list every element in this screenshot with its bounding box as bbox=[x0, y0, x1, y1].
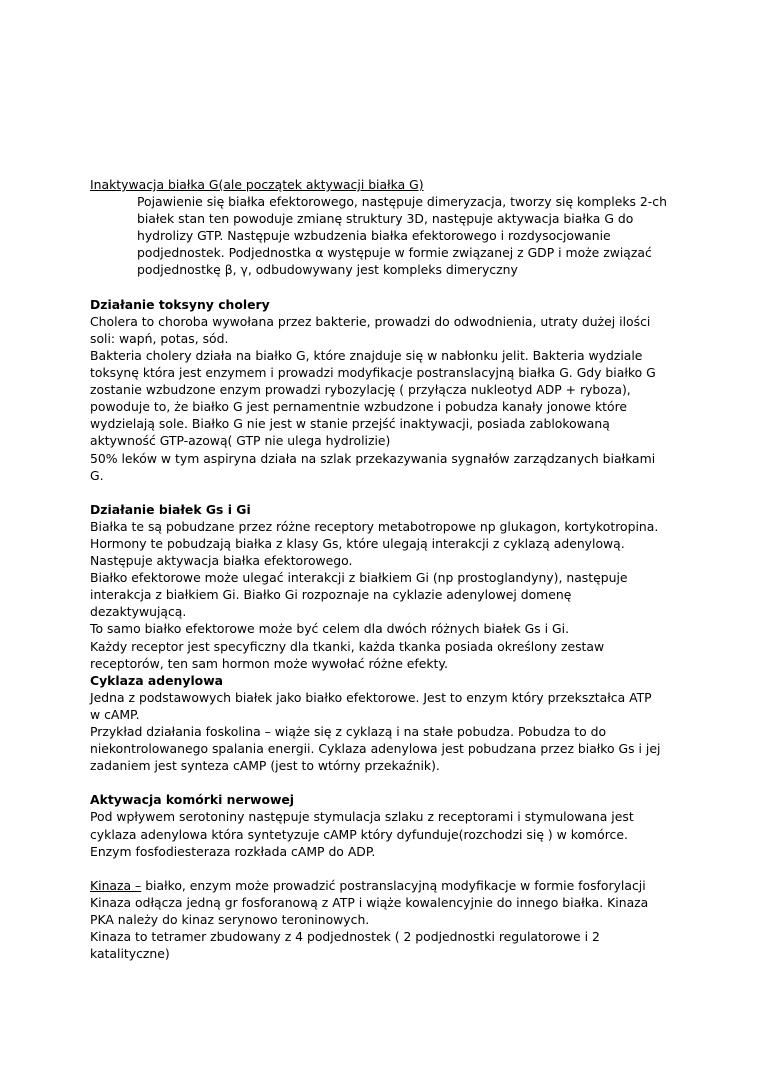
text-line: 50% leków w tym aspiryna działa na szlak przekazywania sygnałów zarządzanych białkami bbox=[90, 450, 656, 466]
text-line: Następuje aktywacja białka efektorowego. bbox=[90, 553, 353, 569]
blank-line bbox=[90, 774, 690, 791]
text-line: Białko efektorowe może ulegać interakcji z białkiem Gi (np prostoglandyny), następuje bbox=[90, 570, 628, 586]
text-line: zadaniem jest synteza cAMP (jest to wtórny przekaźnik). bbox=[90, 758, 440, 774]
text-line: Cholera to choroba wywołana przez bakterie, prowadzi do odwodnienia, utraty dużej ilości bbox=[90, 313, 651, 329]
text-line: Kinaza odłącza jedną gr fosforanową z ATP i wiąże kowalencyjnie do innego białka. Kinaza bbox=[90, 894, 649, 910]
document-page bbox=[90, 176, 690, 962]
text-line: Kinaza to tetramer zbudowany z 4 podjednostek ( 2 podjednostki regulatorowe i 2 bbox=[90, 929, 600, 945]
text-line: Przykład działania foskolina – wiąże się z cyklazą i na stałe pobudza. Pobudza to do bbox=[90, 724, 607, 739]
blank-line bbox=[90, 279, 690, 296]
text-line: Bakteria cholery działa na białko G, które znajduje się w nabłonku jelit. Bakteria wydziale bbox=[90, 347, 643, 363]
text-line: zostanie wzbudzone enzym prowadzi rybozylację ( przyłącza nukleotyd ADP + ryboza), bbox=[90, 382, 631, 398]
text-line: hydrolizy GTP. Następuje wzbudzenia białka efektorowego i rozdysocjowanie bbox=[137, 228, 611, 244]
text-line: dezaktywującą. bbox=[90, 604, 187, 620]
text-line: Każdy receptor jest specyficzny dla tkanki, każda tkanka posiada określony zestaw bbox=[90, 638, 605, 654]
text-line: receptorów, ten sam hormon może wywołać różne efekty. bbox=[90, 655, 448, 671]
section-cyklaza-heading: Cyklaza adenylowa bbox=[90, 672, 224, 688]
text-line: Enzym fosfodiesteraza rozkłada cAMP do ADP. bbox=[90, 843, 376, 859]
blank-line bbox=[90, 484, 690, 501]
text-line: podjednostek. Podjednostka α występuje w formie związanej z GDP i może związać bbox=[137, 245, 652, 261]
text-line: toksynę która jest enzymem i prowadzi modyfikacje postranslacyjną białka G. Gdy białko G bbox=[90, 365, 656, 381]
blank-line bbox=[90, 860, 690, 877]
kinaza-term: Kinaza – bbox=[90, 877, 142, 893]
text-line: niekontrolowanego spalania energii. Cyklaza adenylowa jest pobudzana przez białko Gs i jej bbox=[90, 741, 661, 757]
text-line: białek stan ten powoduje zmianę struktury 3D, następuje aktywacja białka G do bbox=[137, 211, 634, 227]
text-line: podjednostkę β, γ, odbudowywany jest kompleks dimeryczny bbox=[137, 262, 518, 278]
section-komorka-nerwowa-body bbox=[90, 808, 690, 859]
text-line: wydzielają sole. Białko G nie jest w stanie przejść inaktywacji, posiada zablokowaną bbox=[90, 416, 610, 432]
text-line: G. bbox=[90, 467, 104, 483]
section-gs-gi-body bbox=[90, 518, 690, 672]
text-line: interakcja z białkiem Gi. Białko Gi rozpoznaje na cyklazie adenylowej domenę bbox=[90, 587, 572, 603]
text-line: powoduje to, że białko G jest pernamentnie wzbudzone i pobudza kanały jonowe które bbox=[90, 399, 628, 415]
section-inaktywacja-title: Inaktywacja białka G(ale początek aktywacji białka G) bbox=[90, 177, 424, 192]
text-line: aktywność GTP-azową( GTP nie ulega hydrolizie) bbox=[90, 433, 391, 449]
section-komorka-nerwowa-heading: Aktywacja komórki nerwowej bbox=[90, 792, 295, 808]
text-line: Jedna z podstawowych białek jako białko efektorowe. Jest to enzym który przekształca ATP bbox=[90, 689, 652, 705]
text-line: cyklaza adenylowa która syntetyzuje cAMP który dyfunduje(rozchodzi się ) w komórce. bbox=[90, 826, 628, 842]
text-line: katalityczne) bbox=[90, 946, 170, 962]
text-line bbox=[90, 877, 690, 894]
section-cyklaza-body bbox=[90, 689, 690, 774]
text-line: w cAMP. bbox=[90, 706, 140, 722]
text-line: soli: wapń, potas, sód. bbox=[90, 330, 229, 346]
section-kinaza-body bbox=[90, 877, 690, 962]
section-cholera-heading: Działanie toksyny cholery bbox=[90, 296, 270, 312]
text-line: To samo białko efektorowe może być celem dla dwóch różnych białek Gs i Gi. bbox=[90, 621, 570, 637]
text-line: Białka te są pobudzane przez różne receptory metabotropowe np glukagon, kortykotropina. bbox=[90, 518, 659, 534]
section-gs-gi-heading: Działanie białek Gs i Gi bbox=[90, 501, 251, 517]
text-line: Pojawienie się białka efektorowego, następuje dimeryzacja, tworzy się kompleks 2-ch bbox=[137, 194, 667, 210]
section-cholera-body bbox=[90, 313, 690, 484]
kinaza-definition: białko, enzym może prowadzić postranslacyjną modyfikacje w formie fosforylacji bbox=[141, 877, 646, 893]
text-line: Hormony te pobudzają białka z klasy Gs, które ulegają interakcji z cyklazą adenylową. bbox=[90, 535, 625, 551]
text-line: PKA należy do kinaz serynowo teroninowych. bbox=[90, 912, 370, 928]
text-line: Pod wpływem serotoniny następuje stymulacja szlaku z receptorami i stymulowana jest bbox=[90, 809, 634, 825]
section-inaktywacja-body bbox=[90, 193, 690, 278]
